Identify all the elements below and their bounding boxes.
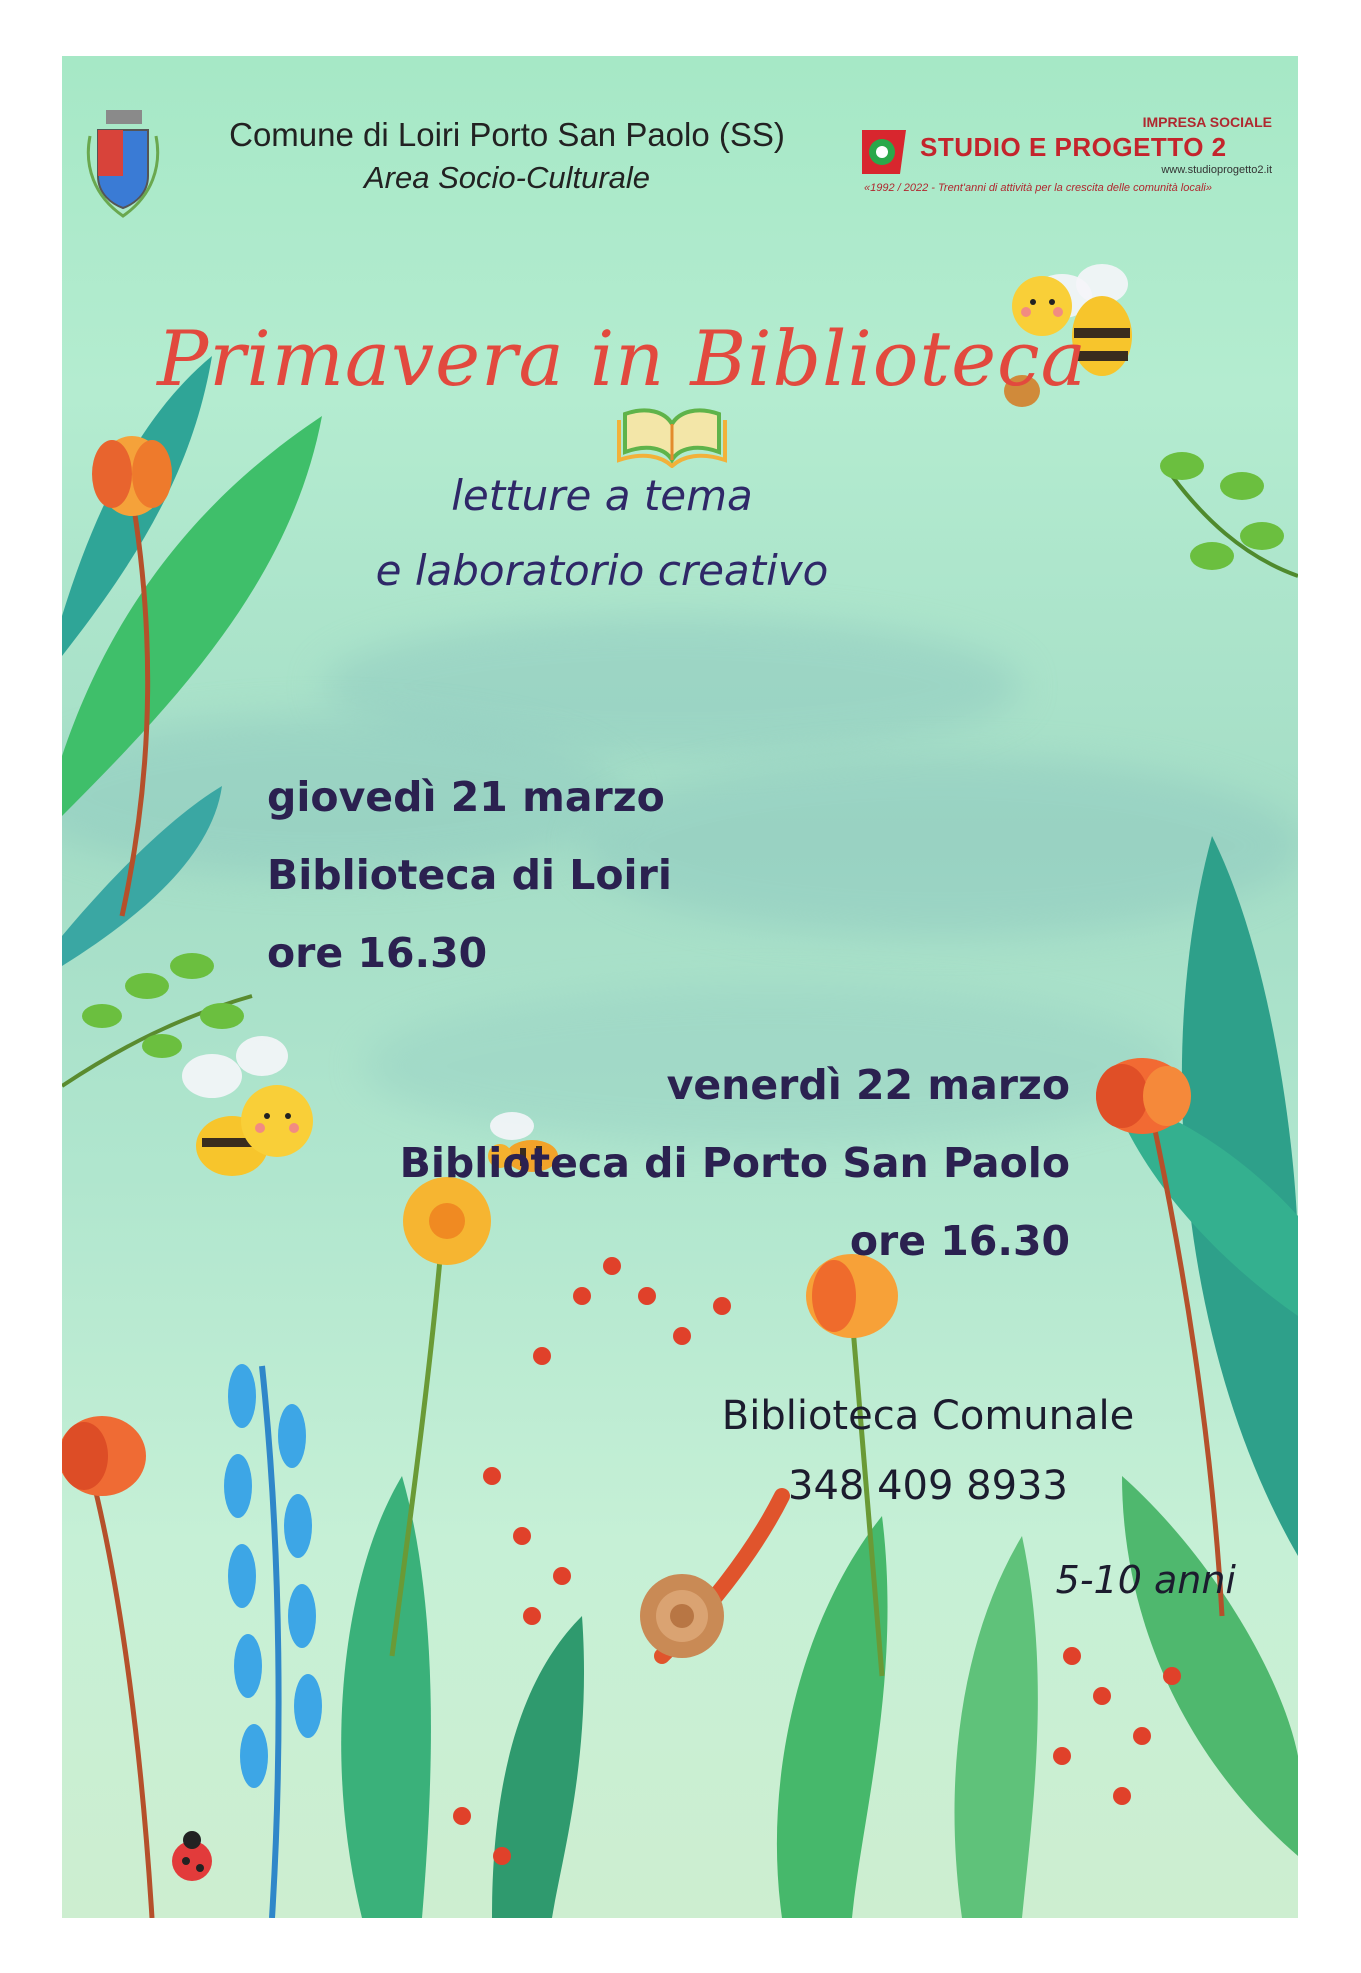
subtitle-line-2: e laboratorio creativo: [375, 546, 829, 595]
logo-name: STUDIO E PROGETTO 2: [920, 132, 1227, 162]
poster: [62, 56, 1298, 1918]
logo-url: www.studioprogetto2.it: [1161, 164, 1272, 176]
session-date: giovedì 21 marzo: [267, 773, 665, 821]
contact-name: Biblioteca Comunale: [721, 1393, 1135, 1439]
leaf-icon: [955, 1536, 1038, 1918]
logo-tag: IMPRESA SOCIALE: [1142, 114, 1272, 130]
event-title: Primavera in Biblioteca: [157, 314, 1087, 403]
session-time: ore 16.30: [267, 929, 488, 977]
municipality-name: Comune di Loiri Porto San Paolo (SS): [229, 116, 785, 153]
age-range: 5-10 anni: [1055, 1558, 1236, 1602]
crest-icon: [84, 96, 162, 246]
header: [182, 114, 832, 198]
session-time: ore 16.30: [849, 1217, 1070, 1265]
logo-tagline: «1992 / 2022 - Trent'anni di attività per la crescita delle comunità locali»: [864, 182, 1212, 194]
session-place: Biblioteca di Loiri: [267, 851, 672, 899]
leaf-icon: [224, 1364, 322, 1788]
open-book-icon: [617, 404, 727, 468]
session-date: venerdì 22 marzo: [666, 1061, 1070, 1109]
leaf-icon: [777, 1516, 888, 1918]
session-1: [267, 758, 672, 992]
flower-icon: [62, 1416, 146, 1496]
bee-icon: [182, 1036, 313, 1176]
leaf-icon: [1122, 1476, 1298, 1856]
flower-icon: [92, 436, 172, 516]
session-place: Biblioteca di Porto San Paolo: [399, 1139, 1070, 1187]
studio-progetto-logo-icon: [856, 114, 1272, 204]
flower-icon: [1096, 1058, 1191, 1134]
leaf-icon: [341, 1476, 431, 1918]
session-2: [400, 1046, 1070, 1280]
leaf-icon: [492, 1616, 584, 1918]
contact-block: [698, 1381, 1158, 1521]
department-name: Area Socio-Culturale: [363, 160, 651, 195]
contact-phone: 348 409 8933: [788, 1463, 1068, 1509]
ladybug-icon: [172, 1831, 212, 1881]
subtitle-line-1: letture a tema: [451, 471, 753, 520]
